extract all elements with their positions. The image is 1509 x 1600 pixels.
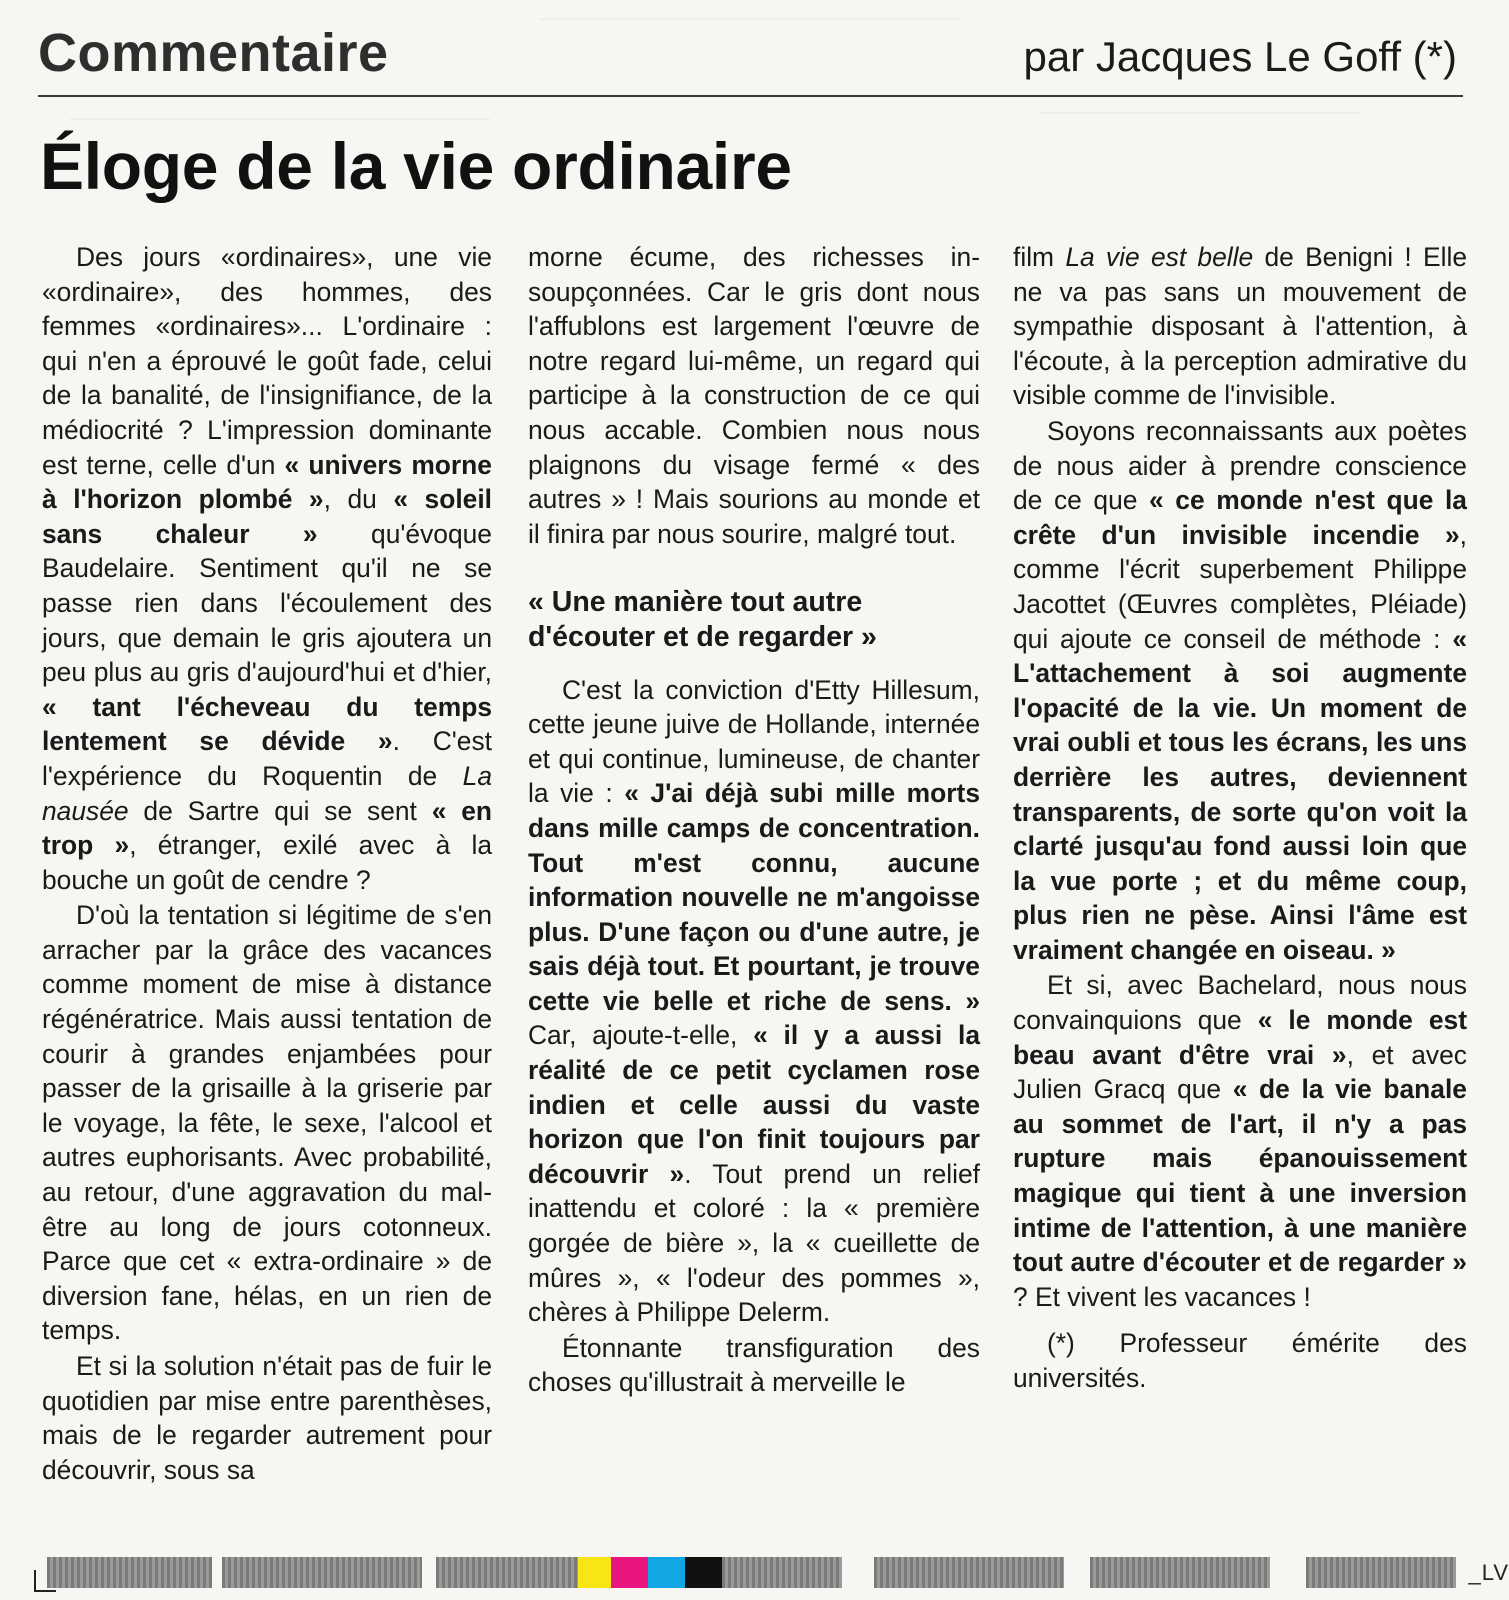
bleed-through-line	[70, 118, 490, 120]
article-title: Éloge de la vie ordinaire	[40, 129, 792, 203]
paragraph: D'où la tentation si légitime de s'en arracher par la grâce des vacances comme moment de mise à distance régénératrice. Mais aussi tentation de courir à grandes enjambées pour passer de la grisaille à la griserie par le voyage, la fête, le sexe, l'alcool et autres euphorisants. Avec probabilité, au retour, d'une aggravation du mal-être au long de jours cotonneux. Parce que cet « extra-ordinaire » de diversion fane, hélas, en un rien de temps.	[42, 900, 492, 1346]
header-rule	[38, 95, 1463, 97]
article-column-1	[42, 240, 492, 1487]
color-swatch-yellow	[578, 1557, 611, 1588]
paragraph: Et si la solution n'était pas de fuir le quotidien par mise entre parenthèses, mais de le regarder autrement pour découvrir, sous sa	[42, 1351, 492, 1485]
paragraph: C'est la conviction d'Etty Hillesum, cette jeune juive de Hollande, internée et qui continue, lumineuse, de chanter la vie : « J'ai déjà subi mille morts dans mille camps de concentration. Tout m'est connu, aucune information nouvelle ne m'angoisse plus. D'une façon ou d'une autre, je sais déjà tout. Et pourtant, je trouve cette vie belle et riche de sens. » Car, ajoute-t-elle, « il y a aussi la réalité de ce petit cyclamen rose indien et celle aussi du vaste horizon que l'on finit toujours par découvrir ». Tout prend un relief inattendu et coloré : la « première gorgée de bière », la « cueillette de mûres », « l'odeur des pommes », chères à Philippe Delerm.	[528, 674, 980, 1328]
print-registration-bar	[47, 1557, 212, 1588]
author-footnote: (*) Professeur émérite des universités.	[1013, 1328, 1467, 1393]
article-subheading: « Une manière tout autre d'écouter et de regarder »	[528, 586, 877, 653]
paragraph: Et si, avec Bachelard, nous nous convainquions que « le monde est beau avant d'être vrai », et avec Julien Gracq que « de la vie banale au sommet de l'art, il n'y a pas rupture mais épanouissement magique qui tient à une inversion intime de l'attention, à une manière tout autre d'écouter et de regarder » ? Et vivent les vacances !	[1013, 970, 1467, 1312]
bleed-through-line	[540, 18, 960, 20]
print-registration-bar	[1306, 1557, 1456, 1588]
rubric-label: Commentaire	[38, 23, 389, 83]
paragraph: film La vie est belle de Benigni ! Elle ne va pas sans un mouvement de sympathie disposant à l'attention, à l'écoute, à la perception admirative du visible comme de l'invisible.	[1013, 242, 1467, 411]
crop-mark	[34, 1570, 56, 1592]
print-registration-bar	[436, 1557, 578, 1588]
page-mark: _LV	[1468, 1560, 1509, 1585]
paragraph: Étonnante transfiguration des choses qu'illustrait à merveille le	[528, 1332, 980, 1398]
paragraph: Des jours «ordinaires», une vie «ordinaire», des hommes, des femmes «ordinaires»... L'ordinaire : qui n'en a éprouvé le goût fade, celui de la banalité, de l'insignifiance, de la médiocrité ? L'impression dominante est terne, celle d'un « univers morne à l'horizon plombé », du « soleil sans chaleur » qu'évoque Baudelaire. Sentiment qu'il ne se passe rien dans l'écoulement des jours, que demain le gris ajoutera un peu plus au gris d'aujourd'hui et d'hier, « tant l'écheveau du temps lentement se dévide ». C'est l'expérience du Roquentin de La nausée de Sartre qui se sent « en trop », étranger, exilé avec à la bouche un goût de cendre ?	[42, 242, 493, 895]
article-column-3	[1013, 240, 1467, 1396]
color-swatch-magenta	[611, 1557, 648, 1588]
bleed-through-line	[1040, 112, 1360, 114]
print-registration-bar	[722, 1557, 842, 1588]
print-registration-bar	[874, 1557, 1064, 1588]
color-swatch-cyan	[648, 1557, 685, 1588]
paragraph: morne écume, des richesses insoupçonnées. Car le gris dont nous l'affublons est largement l'œuvre de notre regard lui-même, un regard qui participe à la construction de ce qui nous accable. Combien nous nous plaignons du visage fermé « des autres » ! Mais sourions au monde et il finira par nous sourire, malgré tout.	[528, 242, 980, 549]
article-column-2	[528, 240, 980, 1400]
print-registration-bar	[1090, 1557, 1270, 1588]
color-swatch-black	[685, 1557, 722, 1588]
paragraph: Soyons reconnaissants aux poètes de nous aider à prendre conscience de ce que « ce monde n'est que la crête d'un invisible incendie », comme l'écrit superbement Philippe Jacottet (Œuvres complètes, Pléiade) qui ajoute ce conseil de méthode : « L'attachement à soi augmente l'opacité de la vie. Un moment de vrai oubli et tous les écrans, les uns derrière les autres, deviennent transparents, de sorte qu'on voit la clarté jusqu'au fond aussi loin que la vue porte ; et du même coup, plus rien ne pèse. Ainsi l'âme est vraiment changée en oiseau. »	[1013, 415, 1467, 965]
print-registration-bar	[222, 1557, 422, 1588]
author-byline: par Jacques Le Goff (*)	[1023, 33, 1457, 80]
